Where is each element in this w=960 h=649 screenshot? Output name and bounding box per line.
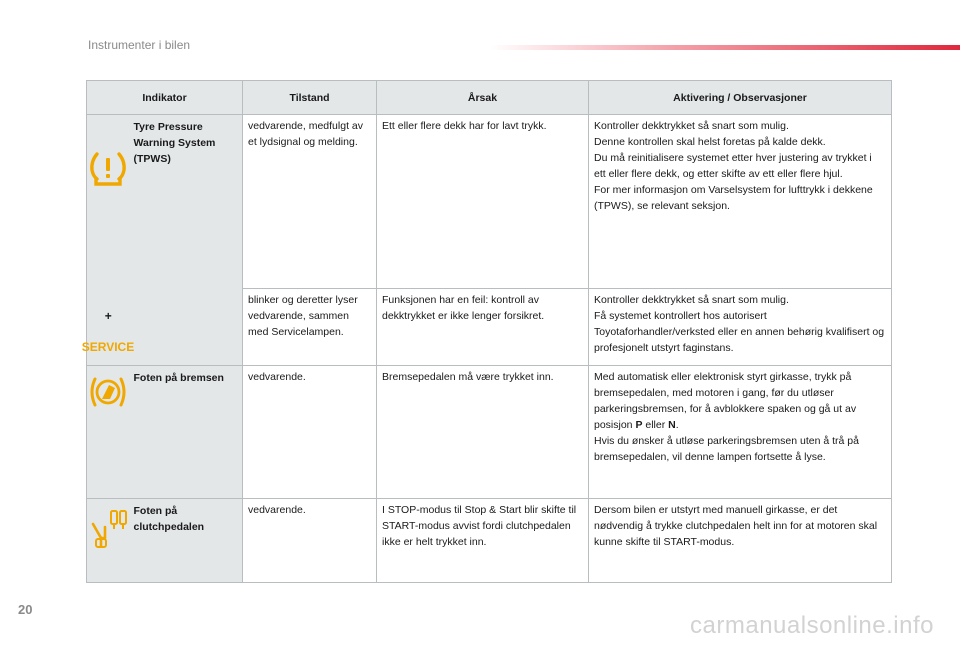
table-row: [87, 499, 892, 583]
column-header-action: Aktivering / Observasjoner: [589, 81, 892, 115]
tpws-action-2-line: Kontroller dekktrykket så snart som mulig.: [594, 294, 789, 306]
clutch-cause: I STOP-modus til Stop & Start blir skifte til START-modus avvist fordi clutchpedalen ikke er helt trykket inn.: [377, 499, 589, 583]
gear-position-p: P: [635, 419, 643, 431]
foot-on-brake-icon: [88, 375, 128, 409]
tpws-action-1-line: Kontroller dekktrykket så snart som mulig.: [594, 120, 789, 132]
service-label: SERVICE: [82, 340, 135, 354]
tpws-cause-2: Funksjonen har en feil: kontroll av dekktrykket er ikke lenger forsikret.: [377, 289, 589, 366]
header-accent-line: [490, 45, 960, 50]
table-row: [87, 366, 892, 499]
tpws-action-1-line: Denne kontrollen skal helst foretas på kalde dekk.: [594, 136, 826, 148]
tpws-cause-1: Ett eller flere dekk har for lavt trykk.: [377, 115, 589, 289]
indicator-name-clutch: Foten på clutchpedalen: [130, 499, 243, 583]
tpws-state-2: blinker og deretter lyser vedvarende, sammen med Servicelampen.: [243, 289, 377, 366]
tpws-action-2: [589, 289, 892, 366]
column-header-state: Tilstand: [243, 81, 377, 115]
brake-action-line-2: Hvis du ønsker å utløse parkeringsbremsen uten å trå på bremsepedalen, vil denne lampen fortsette å lyse.: [594, 435, 859, 463]
tpws-action-1-line: Du må reinitialisere systemet etter hver justering av trykket i ett eller flere dekk, og etter skifte av ett eller flere hjul.: [594, 152, 872, 180]
tpws-action-1-line: For mer informasjon om Varselsystem for lufttrykk i dekkene (TPWS), se relevant seksjon.: [594, 184, 873, 212]
service-warning-icon: [82, 338, 135, 356]
table-header-row: [87, 81, 892, 115]
indicator-name-brake: Foten på bremsen: [130, 366, 243, 499]
page-number: 20: [18, 602, 33, 617]
tpws-state-1: vedvarende, medfulgt av et lydsignal og melding.: [243, 115, 377, 289]
brake-action-or: eller: [642, 419, 669, 431]
clutch-action: Dersom bilen er utstyrt med manuell girkasse, er det nødvendig å trykke clutchpedalen helt inn for at motoren skal kunne skifte til START-modus.: [589, 499, 892, 583]
brake-state: vedvarende.: [243, 366, 377, 499]
brake-icon-cell: [87, 366, 130, 499]
table-row: [87, 115, 892, 289]
indicator-name-tpws: Tyre Pressure Warning System (TPWS): [130, 115, 243, 366]
brake-cause: Bremsepedalen må være trykket inn.: [377, 366, 589, 499]
column-header-cause: Årsak: [377, 81, 589, 115]
page-header-title: Instrumenter i bilen: [88, 38, 191, 52]
tire-pressure-warning-icon: [88, 149, 128, 189]
column-header-indicator: Indikator: [87, 81, 243, 115]
brake-action-end: .: [675, 419, 679, 431]
clutch-state: vedvarende.: [243, 499, 377, 583]
brake-action-line-1: [594, 369, 886, 433]
tpws-action-1: [589, 115, 892, 289]
plus-sign: +: [104, 309, 112, 323]
watermark-text: carmanualsonline.info: [690, 612, 934, 639]
clutch-icon-cell: [87, 499, 130, 583]
gear-position-n: N: [668, 419, 676, 431]
brake-action-text: Med automatisk eller elektronisk styrt girkasse, trykk på bremsepedalen, med motoren i gang, før du utløser parkeringsbremsen, for å avblokkere spaken og gå ut av posisjon: [594, 371, 857, 431]
tpws-icon-cell: [82, 115, 135, 366]
tpws-action-2-line: Få systemet kontrollert hos autorisert Toyotaforhandler/verksted eller en annen behørig kvalifisert og profesjonelt utstyrt faginstans.: [594, 310, 885, 354]
brake-action: [589, 366, 892, 499]
indicator-table: [82, 80, 892, 583]
foot-on-clutch-icon: [88, 507, 128, 549]
